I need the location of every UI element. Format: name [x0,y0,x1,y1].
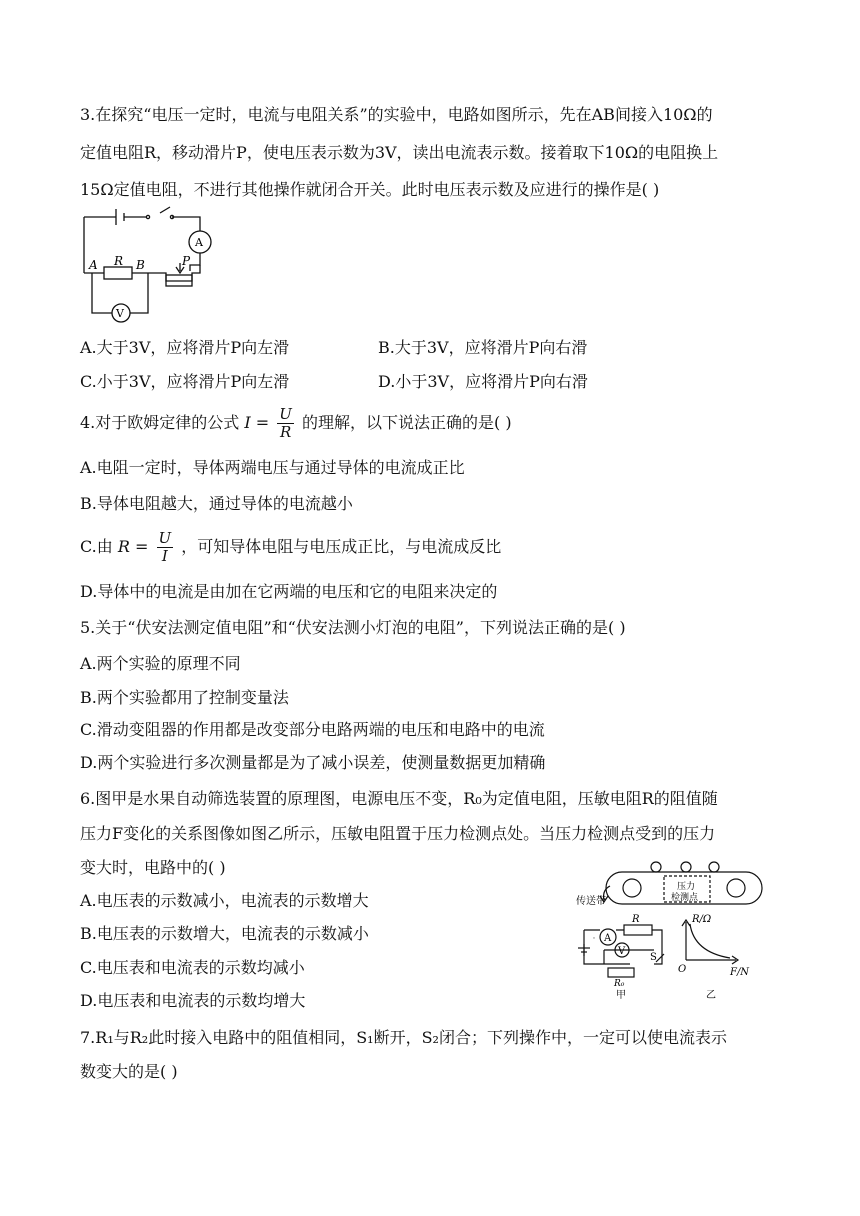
q6-yi-label: 乙 [706,990,716,1001]
q6-option-b: B.电压表的示数增大，电流表的示数减小 [80,924,369,943]
q4-stem-pre: 4.对于欧姆定律的公式 [80,413,240,432]
q3-option-a: A.大于3V，应将滑片P向左滑 [80,338,290,357]
q4-option-b: B.导体电阻越大，通过导体的电流越小 [80,494,353,513]
q6-figure [574,860,774,1010]
q6-graph-xlabel: F/N [730,967,750,978]
q5-option-c: C.滑动变阻器的作用都是改变部分电路两端的电压和电路中的电流 [80,720,545,739]
q6-detect-label-2: 检测点 [671,893,699,903]
q6-option-a: A.电压表的示数减小，电流表的示数增大 [80,891,369,910]
q3-label-a: A [89,258,98,272]
q4-option-c [80,530,501,565]
q4-stem-post: 的理解，以下说法正确的是( ) [302,413,512,432]
q3-label-b: B [136,258,145,272]
q6-detect-label-1: 压力 [677,882,696,892]
q6-r0-label: R₀ [614,979,625,989]
q4-formula-fraction [277,406,294,441]
q3-option-b: B.大于3V，应将滑片P向右滑 [378,338,588,357]
q4-stem [80,406,512,441]
q6-stem-line3: 变大时，电路中的( ) [80,858,226,877]
q6-voltmeter-label: V [618,946,626,957]
q6-option-d: D.电压表和电流表的示数均增大 [80,991,306,1010]
q3-stem-line2: 定值电阻R，移动滑片P，使电压表示数为3V，读出电流表示数。接着取下10Ω的电阻换上 [80,143,719,162]
q6-jia-label: 甲 [616,990,626,1001]
q6-graph-origin: O [678,964,687,975]
q5-stem: 5.关于“伏安法测定值电阻”和“伏安法测小灯泡的电阻”，下列说法正确的是( ) [80,618,626,637]
q7-stem-line1: 7.R₁与R₂此时接入电路中的阻值相同，S₁断开，S₂闭合；下列操作中，一定可以使电流表示 [80,1028,727,1047]
q6-belt-label: 传送带 [576,896,606,907]
q4-option-c-numerator: U [158,529,172,547]
q3-ammeter-label: A [195,236,203,249]
q3-stem-line1: 3.在探究“电压一定时，电流与电阻关系”的实验中，电路如图所示，先在AB间接入10Ω的 [80,105,713,124]
q3-resistor-r [104,267,132,279]
q6-s-label: S [650,952,657,963]
q4-formula-denominator: R [279,423,292,441]
q4-option-c-fraction [157,530,174,565]
q3-voltmeter-label: V [116,307,124,320]
q6-option-c: C.电压表和电流表的示数均减小 [80,958,305,977]
q7-stem-line2: 数变大的是( ) [80,1062,178,1081]
q6-r-label: R [632,914,640,925]
q6-ammeter-label: A [604,933,612,944]
q4-option-c-post: ，可知导体电阻与电压成正比，与电流成反比 [181,537,502,556]
q6-stem-line2: 压力F变化的关系图像如图乙所示，压敏电阻置于压力检测点处。当压力检测点受到的压力 [80,824,716,843]
q4-option-d: D.导体中的电流是由加在它两端的电压和它的电阻来决定的 [80,582,498,601]
q6-stem-line1: 6.图甲是水果自动筛选装置的原理图，电源电压不变，R₀为定值电阻，压敏电阻R的阻值随 [80,789,718,808]
q3-option-c: C.小于3V，应将滑片P向左滑 [80,372,290,391]
q3-circuit-diagram [78,205,228,325]
q3-label-r: R [114,254,124,268]
q4-formula-lhs: I = [244,413,270,432]
q5-option-b: B.两个实验都用了控制变量法 [80,688,289,707]
q4-option-c-denominator: I [161,547,168,565]
q4-option-a: A.电阻一定时，导体两端电压与通过导体的电流成正比 [80,458,465,477]
q5-option-a: A.两个实验的原理不同 [80,654,241,673]
q6-graph-ylabel: R/Ω [692,914,712,925]
q3-stem-line3: 15Ω定值电阻，不进行其他操作就闭合开关。此时电压表示数及应进行的操作是( ) [80,180,660,199]
q3-label-p: P [182,254,191,268]
q4-option-c-pre: C.由 [80,537,113,556]
q3-option-d: D.小于3V，应将滑片P向右滑 [378,372,588,391]
q5-option-d: D.两个实验进行多次测量都是为了减小误差，使测量数据更加精确 [80,753,546,772]
q4-formula-numerator: U [279,405,292,423]
q4-option-c-lhs: R = [117,537,149,556]
